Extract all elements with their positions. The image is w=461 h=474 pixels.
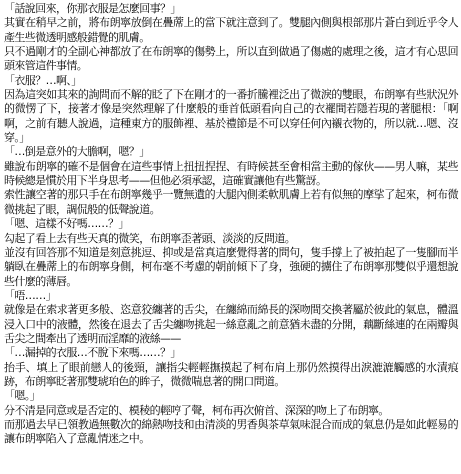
paragraph: 「嗯。」 bbox=[4, 389, 41, 403]
paragraph: 「…漏掉的衣服…不脫下來嗎……？」 bbox=[4, 346, 181, 360]
paragraph: 其實在稍早之前，將布朗寧放倒在疊蓆上的當下就注意到了。雙腿內側與根部那片蒼白到近乎令人產生些微透明感般錯覺的肌膚。 bbox=[4, 16, 458, 44]
paragraph: 分不清是同意或是否定的、模稜的輕哼了聲，柯布再次俯首、深深的吻上了布朗寧。 bbox=[4, 403, 389, 417]
paragraph: 索性讓空著的那只手在布朗寧幾乎一覽無遺的大腿內側柔軟肌膚上若有似無的摩挲了起來，柯布微微挑起了眼，調侃般的低聲說道。 bbox=[4, 188, 458, 216]
paragraph: 因為這突如其來的詢問而不解的眨了下在剛才的一番折騰裡泛出了微淚的雙眼，布朗寧有些狀況外的微愣了下，接著才像是突然理解了什麼般的垂首低頭看向自己的衣襬間若隱若現的著腿根：「啊啊，之前有聽人說過，這種東方的服飾裡、基於禮節是不可以穿任何內襯衣物的，所以就…嗯、沒穿。」 bbox=[4, 88, 458, 145]
paragraph: 「話說回來，你那衣服是怎麼回事？」 bbox=[4, 2, 181, 15]
paragraph: 「嗯、這樣不好嗎……？」 bbox=[4, 217, 129, 231]
paragraph: 「唔……」 bbox=[4, 288, 56, 302]
paragraph: 「…倒是意外的大膽啊，嗯？」 bbox=[4, 145, 150, 159]
paragraph: 並沒有回答那不知道是刻意挑逗、抑或是當真這麼覺得著的問句，隻手撐上了被拍起了一隻腳而半躺臥在疊蓆上的布朗寧身側，柯布毫不考慮的朝前傾下了身，強硬的擄住了布朗寧那雙似乎還想說些什麼的薄唇。 bbox=[4, 245, 458, 288]
paragraph: 只不過剛才的全副心神都放了在布朗寧的傷勢上，所以直到做過了傷處的處理之後，這才有心思回頭來管這件事情。 bbox=[4, 45, 458, 73]
paragraph: 「衣服？…啊、」 bbox=[4, 73, 82, 87]
paragraph: 而那過去早已領教過無數次的綿熱吻技和由清淡的男香與茶草氣味混合而成的氣息仍是如此輕易的讓布朗寧陷入了意亂情迷之中。 bbox=[4, 417, 458, 446]
paragraph: 抬手、填上了眼前戀人的後頸，讓指尖輕輕撫摸起了柯布肩上那仍然摸得出淚漉漉觸感的水漬痕跡，布朗寧眨著那雙琥珀色的眸子，微微喘息著的開口問道。 bbox=[4, 360, 458, 388]
paragraph: 雖說布朗寧的確不是個會在這些事情上扭扭捏捏、有時候甚至會相當主動的傢伙——男人嘛，某些時候總是慣於用下半身思考——但他必須承認，這確實讓他有些驚訝。 bbox=[4, 159, 458, 188]
paragraph: 就像是在索求著更多般、恣意狡纏著的舌尖，在纏綿而綿長的深吻間交換著屬於彼此的氣息，體溫浸入口中的液體，然後在退去了舌尖纏吻挑起一絲意亂之前意猶未盡的分開，藕斷絲連的在兩瓣與舌尖之間牽出了透明而淫靡的液絲—— bbox=[4, 303, 458, 345]
paragraph: 勾起了看上去有些天真的微笑，布朗寧歪著頭、淡淡的反問道。 bbox=[4, 231, 296, 245]
